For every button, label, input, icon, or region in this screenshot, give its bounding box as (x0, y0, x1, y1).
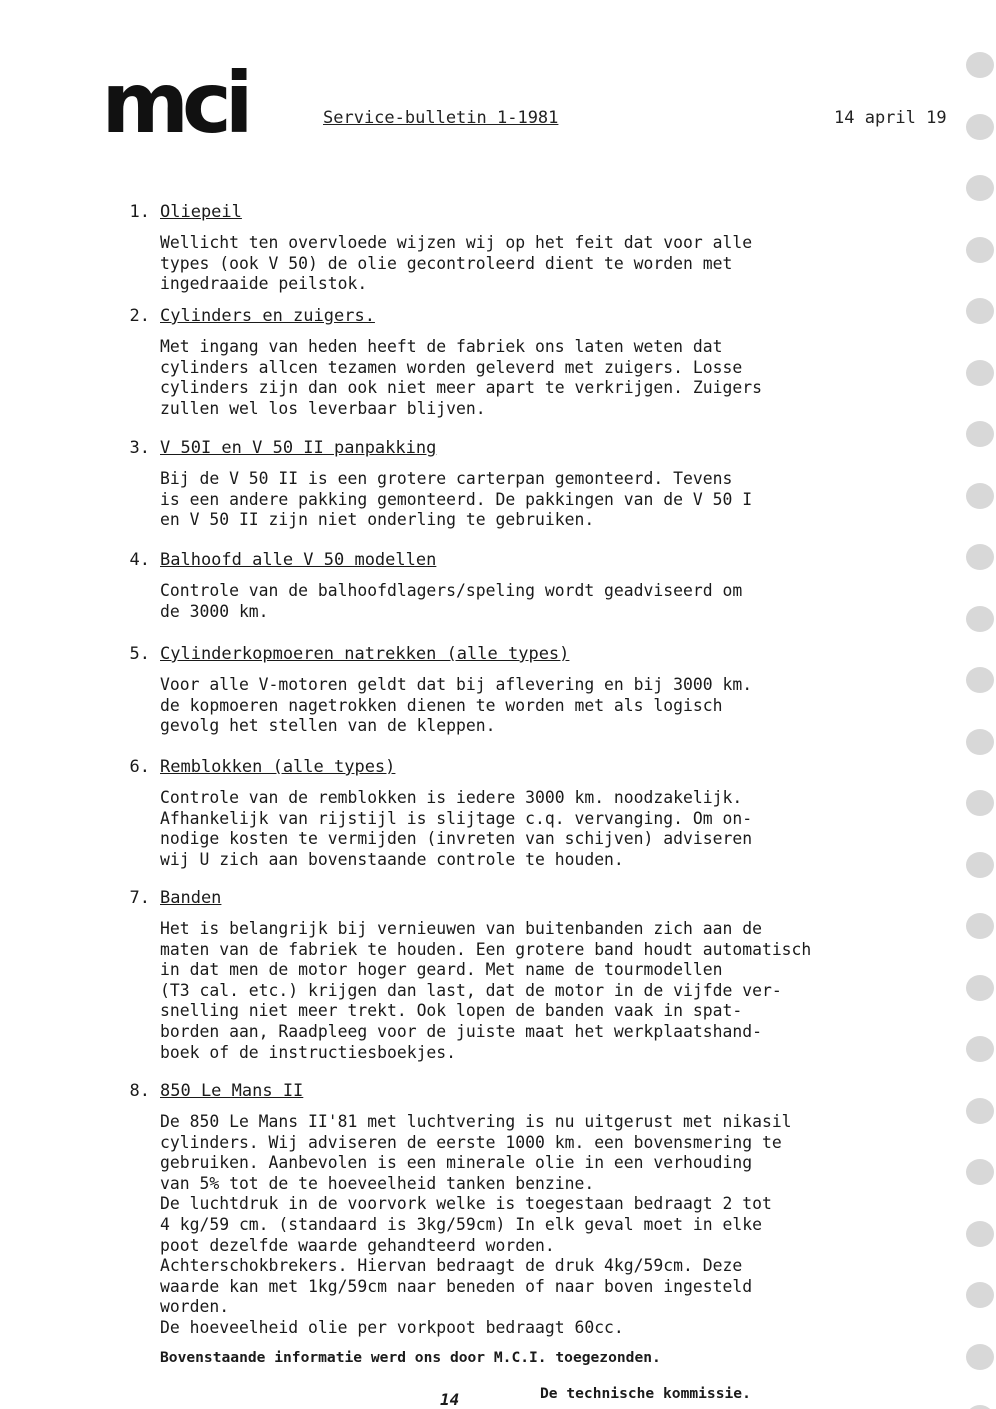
section-heading: Oliepeil (160, 202, 242, 222)
binder-hole (966, 606, 994, 632)
binder-hole (966, 1344, 994, 1370)
body-line: borden aan, Raadpleeg voor de juiste maat het werkplaatshand- (160, 1021, 762, 1041)
body-line: Bij de V 50 II is een grotere carterpan gemonteerd. Tevens (160, 469, 733, 488)
body-line: snelling niet meer trekt. Ook lopen de banden vaak in spat- (160, 1001, 743, 1021)
section-number: 5. (129, 644, 150, 664)
bulletin-date: 14 april 19 (834, 108, 947, 128)
body-line: Wellicht ten overvloede wijzen wij op het feit dat voor alle (160, 233, 753, 252)
section-number: 2. (129, 306, 150, 326)
section-number: 1. (129, 202, 150, 222)
binder-hole (966, 1282, 994, 1308)
body-line: en V 50 II zijn niet onderling te gebruiken. (160, 510, 595, 530)
body-line: De 850 Le Mans II'81 met luchtvering is nu uitgerust met nikasil (160, 1112, 792, 1131)
section-body (160, 1112, 970, 1339)
binder-hole (966, 1036, 994, 1062)
binder-hole (966, 360, 994, 386)
section-heading: Cylinderkopmoeren natrekken (alle types) (160, 644, 570, 664)
section-heading: Remblokken (alle types) (160, 757, 396, 777)
body-line: de kopmoeren nagetrokken dienen te worden met als logisch (160, 695, 723, 715)
body-line: cylinders allcen tezamen worden geleverd met zuigers. Losse (160, 357, 743, 377)
page-mark: 14 (440, 1390, 460, 1409)
body-line: (T3 cal. etc.) krijgen dan last, dat de motor in de vijfde ver- (160, 980, 782, 1000)
section-body (160, 919, 970, 1063)
section-body (160, 675, 970, 737)
section-number: 4. (129, 550, 150, 570)
body-line: nodige kosten te vermijden (invreten van schijven) adviseren (160, 829, 753, 849)
binder-hole (966, 544, 994, 570)
body-line: maten van de fabriek te houden. Een grotere band houdt automatisch (160, 939, 812, 959)
body-line: waarde kan met 1kg/59cm naar beneden of naar boven ingesteld (160, 1276, 753, 1296)
binder-hole (966, 729, 994, 755)
section-number: 3. (129, 438, 150, 458)
body-line: cylinders. Wij adviseren de eerste 1000 km. een bovensmering te (160, 1132, 782, 1152)
binder-hole (966, 1405, 994, 1409)
section-body (160, 788, 970, 870)
binder-hole (966, 667, 994, 693)
footer-info: Bovenstaande informatie werd ons door M.C.I. toegezonden. (160, 1349, 661, 1366)
section-heading: Balhoofd alle V 50 modellen (160, 550, 437, 570)
body-line: Afhankelijk van rijstijl is slijtage c.q. vervanging. Om on- (160, 808, 753, 828)
binder-hole (966, 483, 994, 509)
body-line: boek of de instructiesboekjes. (160, 1042, 457, 1062)
section-body (160, 469, 970, 531)
body-line: 4 kg/59 cm. (standaard is 3kg/59cm) In elk geval moet in elke (160, 1214, 762, 1234)
body-line: Achterschokbrekers. Hiervan bedraagt de druk 4kg/59cm. Deze (160, 1256, 743, 1276)
body-line: Controle van de remblokken is iedere 3000 km. noodzakelijk. (160, 788, 743, 807)
body-line: De luchtdruk in de voorvork welke is toegestaan bedraagt 2 tot (160, 1194, 772, 1214)
signature: De technische kommissie. (540, 1385, 751, 1402)
binder-hole (966, 1098, 994, 1124)
binder-hole (966, 1221, 994, 1247)
binder-hole (966, 114, 994, 140)
bulletin-title: Service-bulletin 1-1981 (323, 108, 559, 128)
body-line: gebruiken. Aanbevolen is een minerale olie in een verhouding (160, 1153, 753, 1173)
section-number: 7. (129, 888, 150, 908)
body-line: de 3000 km. (160, 601, 269, 621)
binder-hole (966, 913, 994, 939)
body-line: cylinders zijn dan ook niet meer apart te verkrijgen. Zuigers (160, 378, 762, 398)
body-line: is een andere pakking gemonteerd. De pakkingen van de V 50 I (160, 489, 753, 509)
binder-hole (966, 298, 994, 324)
body-line: Controle van de balhoofdlagers/speling wordt geadviseerd om (160, 581, 743, 600)
body-line: Voor alle V-motoren geldt dat bij aflevering en bij 3000 km. (160, 675, 753, 694)
binder-hole (966, 237, 994, 263)
binder-hole (966, 852, 994, 878)
binder-hole (966, 52, 994, 78)
section-heading: Cylinders en zuigers. (160, 306, 375, 326)
section-heading: 850 Le Mans II (160, 1081, 304, 1101)
mci-logo: mci (101, 54, 247, 152)
section-body (160, 337, 970, 419)
binder-holes (956, 0, 996, 1409)
body-line: van 5% tot de te hoeveelheid tanken benzine. (160, 1173, 595, 1193)
body-line: poot dezelfde waarde gehandteerd worden. (160, 1235, 555, 1255)
body-line: ingedraaide peilstok. (160, 274, 368, 294)
body-line: in dat men de motor hoger geard. Met name de tourmodellen (160, 960, 723, 980)
section-number: 8. (129, 1081, 150, 1101)
section-heading: V 50I en V 50 II panpakking (160, 438, 437, 458)
body-line: zullen wel los leverbaar blijven. (160, 398, 486, 418)
binder-hole (966, 421, 994, 447)
body-line: Met ingang van heden heeft de fabriek ons laten weten dat (160, 337, 723, 356)
body-line: Het is belangrijk bij vernieuwen van buitenbanden zich aan de (160, 919, 762, 938)
body-line: types (ook V 50) de olie gecontroleerd dient te worden met (160, 253, 733, 273)
section-number: 6. (129, 757, 150, 777)
body-line: gevolg het stellen van de kleppen. (160, 716, 496, 736)
binder-hole (966, 1159, 994, 1185)
section-body (160, 581, 970, 622)
binder-hole (966, 790, 994, 816)
body-line: wij U zich aan bovenstaande controle te houden. (160, 849, 624, 869)
binder-hole (966, 975, 994, 1001)
binder-hole (966, 175, 994, 201)
section-heading: Banden (160, 888, 222, 908)
body-line: De hoeveelheid olie per vorkpoot bedraagt 60cc. (160, 1317, 624, 1337)
section-body (160, 233, 970, 295)
body-line: worden. (160, 1297, 230, 1317)
